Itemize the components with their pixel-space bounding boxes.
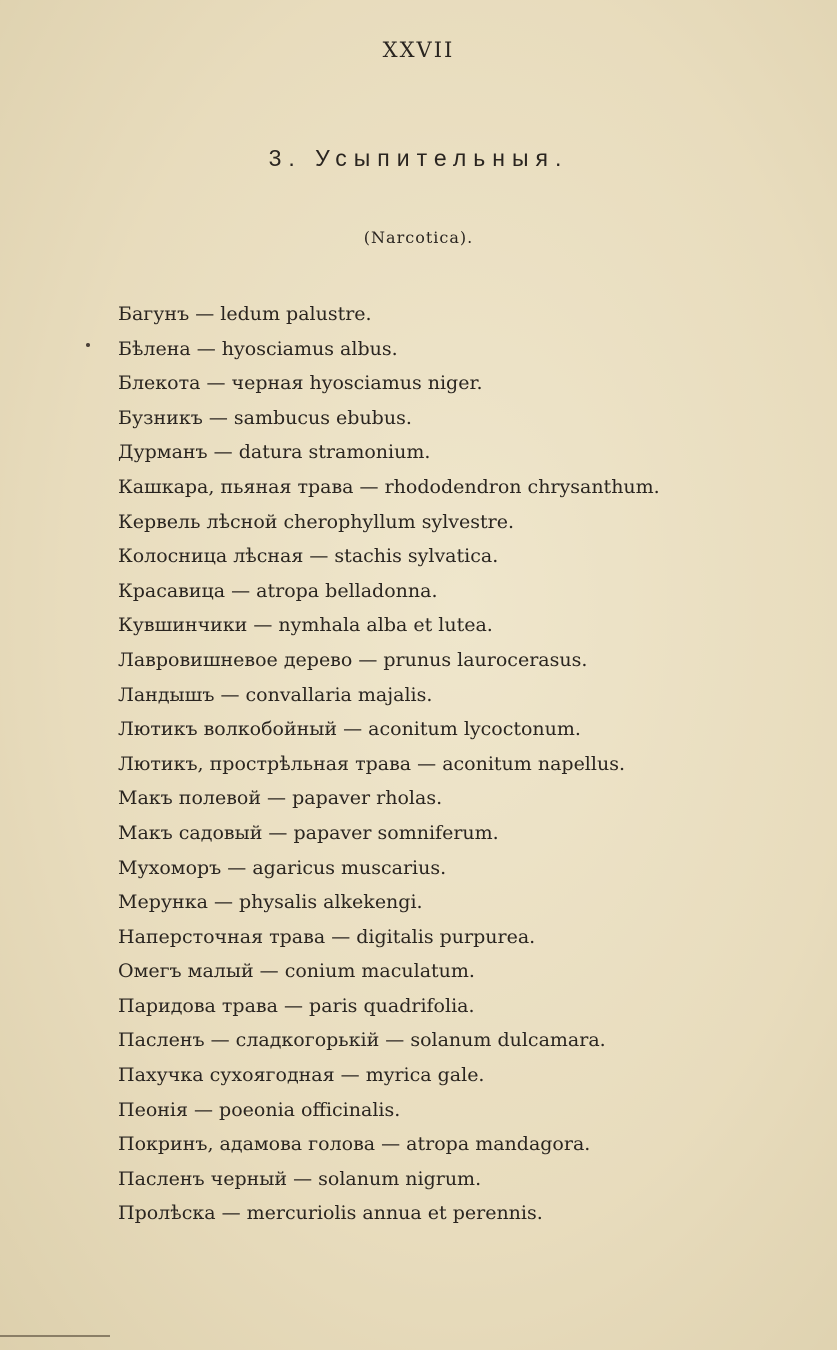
page-number: XXVII [382, 38, 455, 62]
list-item: Лютикъ волкобойный — aconitum lycoctonum. [118, 718, 581, 741]
list-item: Наперсточная трава — digitalis purpurea. [118, 925, 536, 948]
bottom-divider [0, 1335, 110, 1337]
list-item: Бѣлена — hyosciamus albus. [118, 337, 398, 360]
list-item: Омегъ малый — conium maculatum. [118, 960, 475, 983]
plant-list [118, 297, 818, 1231]
list-item: Лютикъ, прострѣльная трава — aconitum napellus. [118, 752, 625, 775]
list-item: Паридова трава — paris quadrifolia. [118, 994, 475, 1017]
list-item: Багунъ — ledum palustre. [118, 303, 372, 325]
list-item: Мерунка — physalis alkekengi. [118, 891, 423, 914]
list-item: Лавровишневое дерево — prunus laurocerasus. [118, 648, 588, 671]
list-item: Покринъ, адамова голова — atropa mandagora. [118, 1133, 591, 1156]
list-item: Мухоморъ — agaricus muscarius. [118, 856, 447, 879]
list-item: Колосница лѣсная — stachis sylvatica. [118, 545, 499, 568]
list-item: Пеонія — poeonia officinalis. [118, 1098, 401, 1121]
list-item: Пасленъ черный — solanum nigrum. [118, 1167, 482, 1190]
latin-subtitle: (Narcotica). [363, 228, 474, 247]
list-item: Макъ полевой — papaver rholas. [118, 787, 443, 810]
list-item: Бузникъ — sambucus ebubus. [118, 406, 412, 429]
list-item: Дурманъ — datura stramonium. [118, 441, 431, 464]
list-item: Ландышъ — convallaria majalis. [118, 683, 433, 706]
list-item: Кашкара, пьяная трава — rhododendron chrysanthum. [118, 475, 660, 498]
list-item: Кервель лѣсной cherophyllum sylvestre. [118, 510, 514, 533]
margin-dot-mark [86, 343, 90, 347]
list-item: Пахучка сухоягодная — myrica gale. [118, 1064, 485, 1087]
list-item: Красавица — atropa belladonna. [118, 579, 438, 602]
section-title: 3. Усыпительныя. [268, 145, 569, 171]
list-item: Кувшинчики — nymhala alba et lutea. [118, 614, 493, 637]
list-item: Пасленъ — сладкогорькій — solanum dulcamara. [118, 1029, 606, 1052]
list-item: Пролѣска — mercuriolis annua et perennis. [118, 1202, 543, 1225]
list-item: Блекота — черная hyosciamus niger. [118, 372, 483, 395]
list-item: Макъ садовый — papaver somniferum. [118, 821, 499, 844]
